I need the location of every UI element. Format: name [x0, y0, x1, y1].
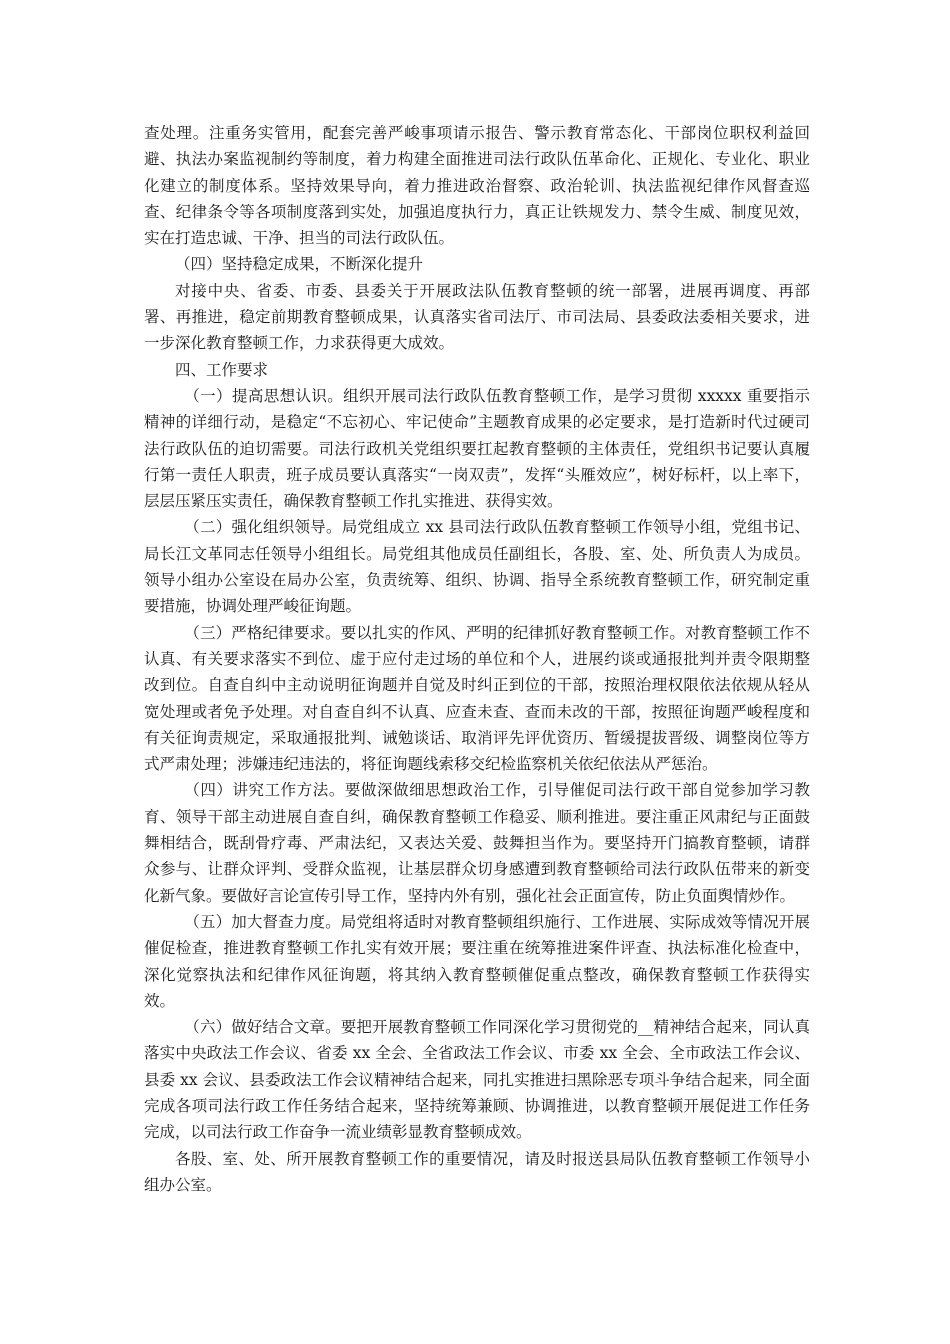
paragraph-strict-discipline: （三）严格纪律要求。要以扎实的作风、严明的纪律抓好教育整顿工作。对教育整顿工作不认真、有关要求落实不到位、虚于应付走过场的单位和个人，进展约谈或通报批判并责令限期整改到位。自查自纠中主动说明征询题并自觉及时纠正到位的干部，按照治理权限依法依规从轻从宽处理或者免予处理。对自查自纠不认真、应查未查、查而未改的干部，按照征询题严峻程度和有关征询责规定，采取通报批判、诫勉谈话、取消评先评优资历、暂缓提拔晋级、调整岗位等方式严肃处理；涉嫌违纪违法的，将征询题线索移交纪检监察机关依纪依法从严惩治。	[144, 623, 810, 774]
heading-consolidate-results: （四）坚持稳定成果，不断深化提升	[175, 255, 424, 274]
paragraph-work-methods: （四）讲究工作方法。要做深做细思想政治工作，引导催促司法行政干部自觉参加学习教育、领导干部主动进展自查自纠，确保教育整顿工作稳妥、顺利推进。要注重正风肃纪与正面鼓舞相结合，既刮骨疗毒、严肃法纪，又表达关爱、鼓舞担当作为。要坚持开门搞教育整顿，请群众参与、让群众评判、受群众监视，让基层群众切身感遭到教育整顿给司法行政队伍带来的新变化新气象。要做好言论宣传引导工作，坚持内外有别，强化社会正面宣传，防止负面舆情炒作。	[144, 781, 810, 905]
paragraph-supervision: （五）加大督查力度。局党组将适时对教育整顿组织施行、工作进展、实际成效等情况开展催促检查，推进教育整顿工作扎实有效开展；要注重在统筹推进案件评查、执法标准化检查中，深化觉察执法和纪律作风征询题，将其纳入教育整顿催促重点整改，确保教育整顿工作获得实效。	[144, 912, 810, 1010]
paragraph-institutional-building: 查处理。注重务实管用，配套完善严峻事项请示报告、警示教育常态化、干部岗位职权利益回避、执法办案监视制约等制度，着力构建全面推进司法行政队伍革命化、正规化、专业化、职业化建立的制度体系。坚持效果导向，着力推进政治督察、政治轮训、执法监视纪律作风督查巡查、纪律条令等各项制度落到实处，加强追度执行力，真正让铁规发力、禁令生威、制度见效，实在打造忠诚、干净、担当的司法行政队伍。	[144, 124, 810, 248]
paragraph-raise-awareness: （一）提高思想认识。组织开展司法行政队伍教育整顿工作，是学习贯彻 xxxxx 重要指示精神的详细行动，是稳定“不忘初心、牢记使命”主题教育成果的必定要求，是打造新时代过硬司法行政队伍的迫切需要。司法行政机关党组织要扛起教育整顿的主体责任，党组织书记要认真履行第一责任人职责，班子成员要认真落实“一岗双责”，发挥“头雁效应”，树好标杆，以上率下，层层压紧压实责任，确保教育整顿工作扎实推进、获得实效。	[144, 386, 810, 511]
heading-work-requirements: 四、工作要求	[175, 360, 269, 379]
paragraph-deepen-rectification: 对接中央、省委、市委、县委关于开展政法队伍教育整顿的统一部署，进展再调度、再部署、再推进，稳定前期教育整顿成果，认真落实省司法厅、市司法局、县委政法委相关要求，进一步深化教育整顿工作，力求获得更大成效。	[144, 281, 810, 353]
document-page	[144, 120, 810, 1198]
paragraph-combination: （六）做好结合文章。要把开展教育整顿工作同深化学习贯彻党的__精神结合起来，同认真落实中央政法工作会议、省委 xx 全会、全省政法工作会议、市委 xx 全会、全市政法工作会议、县委 xx 会议、县委政法工作会议精神结合起来，同扎实推进扫黑除恶专项斗争结合起来，同全面完成各项司法行政工作任务结合起来，坚持统筹兼顾、协调推进，以教育整顿开展促进工作任务完成，以司法行政工作奋争一流业绩彰显教育整顿成效。	[144, 1018, 810, 1142]
paragraph-strengthen-leadership: （二）强化组织领导。局党组成立 xx 县司法行政队伍教育整顿工作领导小组，党组书记、局长江文革同志任领导小组组长。局党组其他成员任副组长，各股、室、处、所负责人为成员。领导小组办公室设在局办公室，负责统筹、组织、协调、指导全系统教育整顿工作，研究制定重要措施，协调处理严峻征询题。	[144, 518, 810, 616]
paragraph-reporting: 各股、室、处、所开展教育整顿工作的重要情况，请及时报送县局队伍教育整顿工作领导小组办公室。	[144, 1149, 810, 1194]
